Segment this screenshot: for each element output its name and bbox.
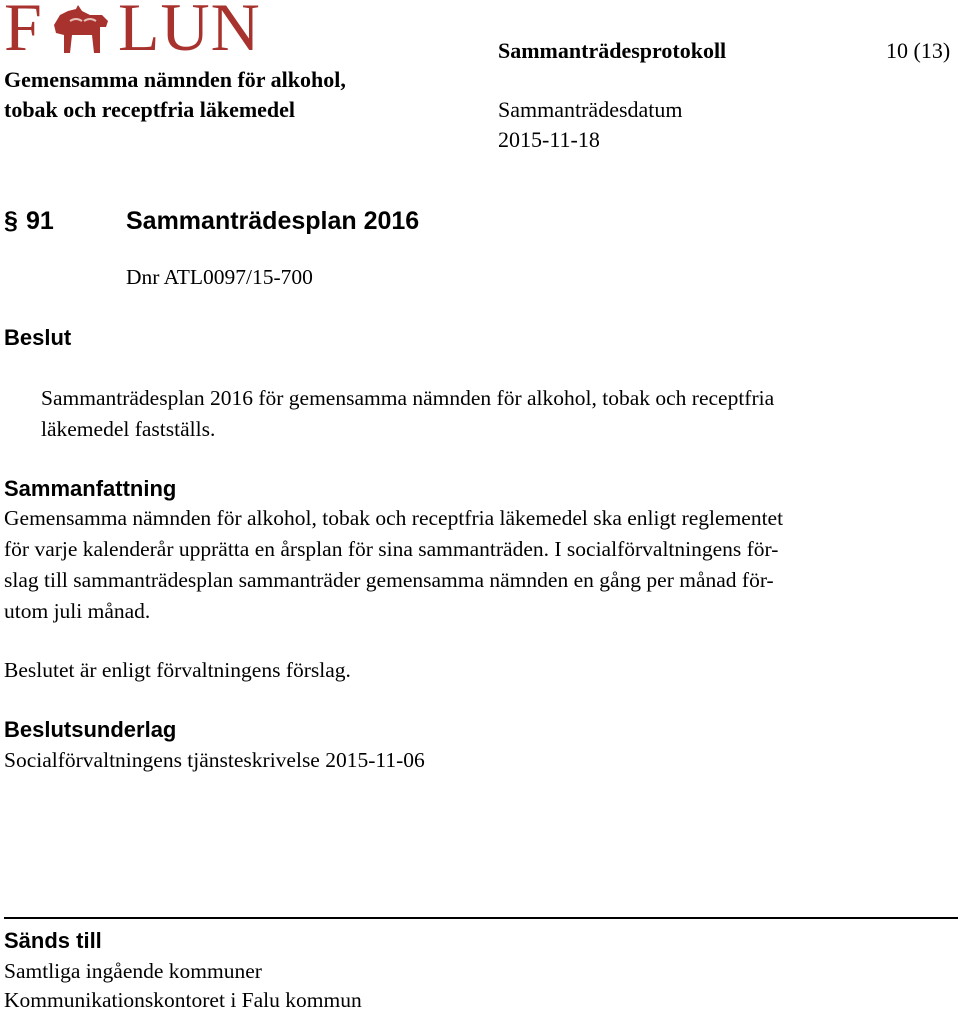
org-name-line2: tobak och receptfria läkemedel: [4, 97, 296, 122]
beslut-line1: Sammanträdesplan 2016 för gemensamma nämnden för alkohol, tobak och receptfria: [41, 386, 775, 410]
sammanfattning-line1: Gemensamma nämnden för alkohol, tobak och receptfria läkemedel ska enligt reglementet: [4, 506, 784, 530]
document-type: Sammanträdesprotokoll: [498, 38, 727, 63]
org-name-line1: Gemensamma nämnden för alkohol,: [4, 67, 346, 92]
section-title: Sammanträdesplan 2016: [126, 207, 420, 235]
recipient-1: Samtliga ingående kommuner: [4, 959, 262, 983]
logo-letters-lun: LUN: [118, 0, 261, 65]
sammanfattning-line2: för varje kalenderår upprätta en årsplan för sina sammanträden. I socialförvaltningens för-: [4, 537, 779, 561]
heading-sands-till: Sänds till: [4, 928, 102, 953]
section-number: 91: [26, 207, 54, 235]
meeting-date-value: 2015-11-18: [498, 127, 600, 152]
meeting-date-label: Sammanträdesdatum: [498, 97, 683, 122]
page-number: 10 (13): [886, 38, 951, 63]
dala-horse-icon: [46, 5, 116, 61]
divider: [4, 917, 958, 919]
sammanfattning-line4: utom juli månad.: [4, 599, 151, 623]
sammanfattning-line3: slag till sammanträdesplan sammanträder gemensamma nämnden en gång per månad för-: [4, 568, 774, 592]
section-symbol: §: [4, 207, 18, 235]
heading-beslut: Beslut: [4, 325, 72, 350]
heading-beslutsunderlag: Beslutsunderlag: [4, 717, 177, 742]
falun-logo: [4, 0, 284, 65]
beslutsunderlag-item: Socialförvaltningens tjänsteskrivelse 2015-11-06: [4, 748, 425, 772]
diary-number: Dnr ATL0097/15-700: [126, 265, 313, 289]
recipient-2: Kommunikationskontoret i Falu kommun: [4, 988, 362, 1012]
heading-sammanfattning: Sammanfattning: [4, 476, 177, 501]
sammanfattning-conclusion: Beslutet är enligt förvaltningens förslag.: [4, 658, 351, 682]
beslut-line2: läkemedel fastställs.: [41, 417, 216, 441]
logo-letter-f: F: [4, 0, 43, 65]
